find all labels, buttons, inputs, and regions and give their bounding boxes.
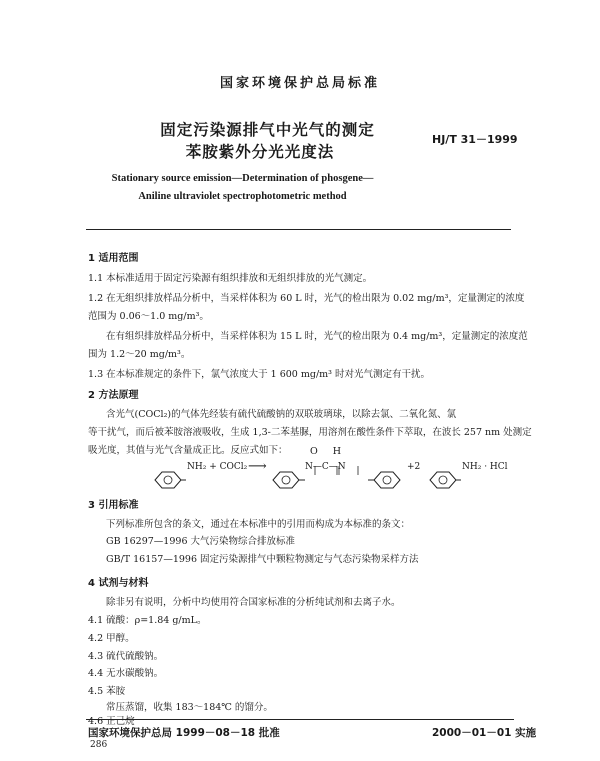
- section-2-heading: 2 方法原理: [88, 390, 139, 401]
- references-intro: 下列标准所包含的条文，通过在本标准中的引用而构成为本标准的条文：: [106, 519, 411, 530]
- section-4-heading: 4 试剂与材料: [88, 578, 149, 589]
- clause-1-2-line1: 1.2 在无组织排放样品分析中，当采样体积为 60 L 时，光气的检出限为 0.02 mg/m³，定量测定的浓度: [88, 293, 525, 304]
- equation-reactant: NH₂ + COCl₂: [187, 462, 248, 472]
- reference-gb16157: GB/T 16157—1996 固定污染源排气中颗粒物测定与气态污染物采样方法: [106, 554, 419, 565]
- english-title-line1: Stationary source emission—Determination of phosgene—: [111, 173, 374, 184]
- equation-arrow: ⟶: [248, 459, 267, 474]
- chinese-title-line1: 固定污染源排气中光气的测定: [160, 121, 375, 139]
- clause-4-4: 4.4 无水碳酸钠。: [88, 668, 164, 679]
- ring-inner-icon: [282, 476, 290, 484]
- principle-line1: 含光气(COCl₂)的气体先经装有硫代硫酸钠的双联玻璃球，以除去氯、二氧化氮、氯: [106, 409, 457, 420]
- equation-product: N—C—N: [305, 462, 346, 472]
- section-3-heading: 3 引用标准: [88, 500, 139, 511]
- bottom-divider: [86, 719, 514, 720]
- page-number: 286: [90, 740, 108, 750]
- chinese-title-line2: 苯胺紫外分光光度法: [185, 143, 335, 161]
- clause-4-1: 4.1 硫酸：ρ=1.84 g/mL。: [88, 615, 207, 626]
- principle-line2: 等干扰气，而后被苯胺溶液吸收，生成 1,3-二苯基脲，用溶剂在酸性条件下萃取，在波长 257 nm 处测定: [88, 427, 532, 438]
- benzene-ring-icon: [430, 472, 456, 488]
- reagents-intro: 除非另有说明，分析中均使用符合国家标准的分析纯试剂和去离子水。: [106, 597, 401, 608]
- principle-line3: 吸光度，其值与光气含量成正比。反应式如下：: [88, 445, 288, 456]
- equation-o-h: O H: [310, 446, 348, 457]
- top-divider: [86, 229, 511, 230]
- clause-4-5: 4.5 苯胺: [88, 686, 126, 697]
- clause-1-2-line3: 在有组织排放样品分析中，当采样体积为 15 L 时，光气的检出限为 0.4 mg/m³，定量测定的浓度范: [106, 331, 528, 342]
- clause-4-6: 4.6 正己烷: [88, 713, 139, 727]
- equation-coefficient: +2: [407, 462, 421, 472]
- ring-inner-icon: [439, 476, 447, 484]
- benzene-ring-icon: [374, 472, 400, 488]
- clause-1-2-line4: 围为 1.2～20 mg/m³。: [88, 349, 191, 360]
- section-1-heading: 1 适用范围: [88, 253, 139, 264]
- clause-1-2-line2: 范围为 0.06～1.0 mg/m³。: [88, 311, 209, 322]
- benzene-ring-icon: [273, 472, 299, 488]
- benzene-ring-icon: [155, 472, 181, 488]
- ring-inner-icon: [164, 476, 172, 484]
- standard-type-title: 国家环境保护总局标准: [219, 76, 380, 91]
- ring-inner-icon: [383, 476, 391, 484]
- clause-4-2: 4.2 甲醇。: [88, 633, 135, 644]
- implementation-date: 2000－01－01 实施: [432, 727, 537, 739]
- english-title-line2: Aniline ultraviolet spectrophotometric method: [138, 191, 347, 202]
- equation-byproduct: NH₂ · HCl: [462, 462, 508, 472]
- clause-1-3: 1.3 在本标准规定的条件下，氯气浓度大于 1 600 mg/m³ 时对光气测定有干扰。: [88, 369, 430, 380]
- clause-4-5-detail: 常压蒸馏，收集 183～184℃ 的馏分。: [106, 702, 273, 713]
- standard-number: HJ/T 31－1999: [432, 133, 518, 146]
- clause-4-3: 4.3 硫代硫酸钠。: [88, 651, 164, 662]
- reference-gb16297: GB 16297—1996 大气污染物综合排放标准: [106, 536, 296, 547]
- approval-date: 国家环境保护总局 1999－08－18 批准: [88, 727, 280, 739]
- clause-1-1: 1.1 本标准适用于固定污染源有组织排放和无组织排放的光气测定。: [88, 273, 373, 284]
